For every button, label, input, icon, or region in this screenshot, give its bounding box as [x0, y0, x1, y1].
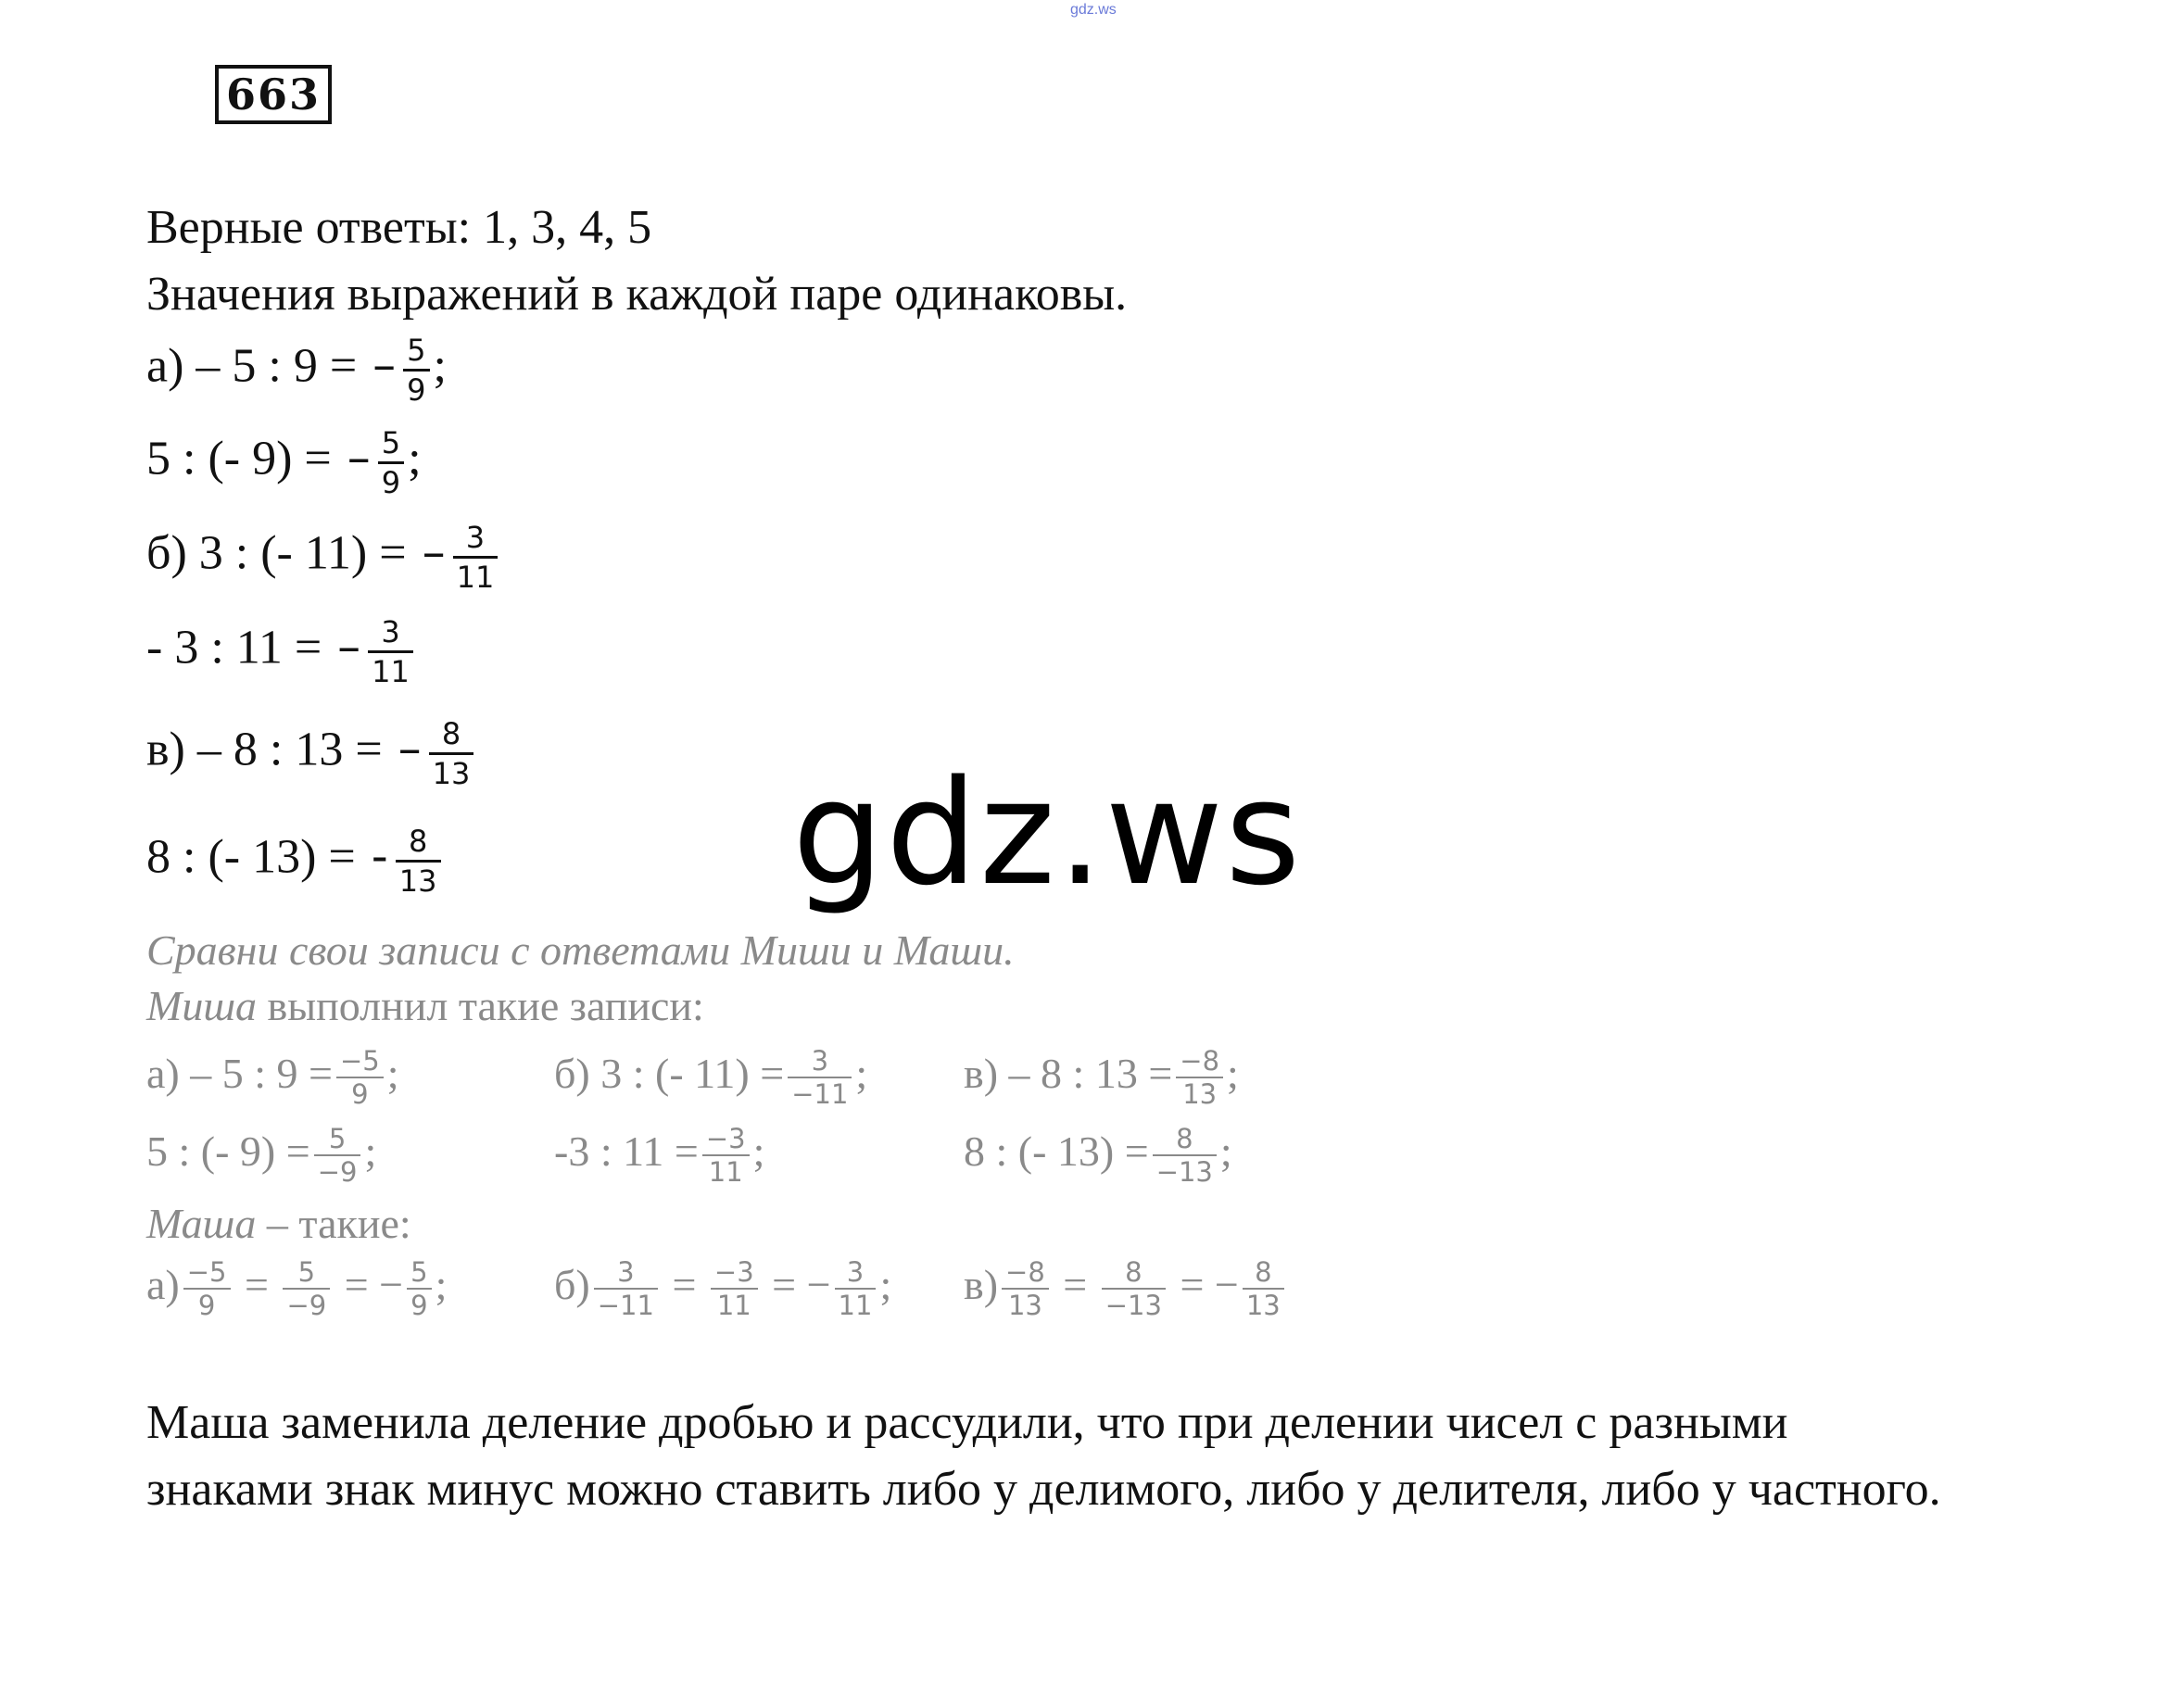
minus-sign: – — [337, 620, 361, 674]
textbook-misha-intro: Миша выполнил такие записи: — [146, 982, 704, 1029]
fraction: $\frac{8}{13}$ — [396, 823, 441, 900]
solution-v1 — [146, 715, 477, 792]
misha-b1: б) 3 : (- 11) = $\frac{3}{-11}$ ; — [554, 1045, 868, 1111]
fraction: $\frac{3}{-11}$ — [788, 1045, 852, 1110]
misha-a1: а) – 5 : 9 = $\frac{-5}{9}$ ; — [146, 1045, 399, 1111]
fraction: $\frac{5}{9}$ — [403, 332, 429, 409]
minus-sign: - — [371, 829, 388, 884]
solution-a1: а) – 5 : 9 = – $\frac{5}{9}$ ; — [146, 333, 447, 408]
fraction: $\frac{8}{-13}$ — [1153, 1123, 1217, 1188]
misha-v2: 8 : (- 13) = $\frac{8}{-13}$ ; — [964, 1123, 1232, 1189]
solution-v1-lhs: в) – 8 : 13 = — [146, 723, 383, 776]
fraction: $\frac{3}{11}$ — [453, 519, 499, 596]
fraction: $\frac{5}{9}$ — [378, 424, 404, 501]
correct-answers: Верные ответы: 1, 3, 4, 5 — [146, 201, 652, 254]
masha-name: Маша — [146, 1200, 257, 1247]
misha-v1: в) – 8 : 13 = $\frac{-8}{13}$ ; — [964, 1045, 1239, 1111]
solution-a2: 5 : (- 9) = – $\frac{5}{9}$ ; — [146, 425, 422, 500]
solution-b2 — [146, 613, 417, 690]
fraction: $\frac{-3}{11}$ — [702, 1123, 750, 1188]
fraction: $\frac{-5}{9}$ — [336, 1045, 384, 1110]
fraction: $\frac{5}{-9}$ — [314, 1123, 361, 1188]
conclusion-paragraph: Маша заменила деление дробью и рассудили, что при делении чисел с разными знаками знак минус можно ставить либо у делимого, либо у делителя, либо у частного. — [146, 1396, 1941, 1516]
masha-b: б) $\frac{3}{-11}$ = $\frac{-3}{11}$ = − $\frac{3}{11}$ ; — [554, 1256, 892, 1322]
minus-sign: – — [347, 431, 371, 485]
textbook-compare: Сравни свои записи с ответами Миши и Маши. — [146, 926, 1015, 974]
minus-sign: – — [372, 338, 397, 393]
fraction: $\frac{-8}{13}$ — [1176, 1045, 1223, 1110]
source-watermark-top: gdz.ws — [1070, 2, 1117, 18]
site-watermark: gdz.ws — [792, 749, 1303, 917]
fraction: $\frac{3}{11}$ — [368, 613, 413, 690]
solution-b1 — [146, 519, 501, 596]
solution-v2-lhs: 8 : (- 13) = — [146, 830, 356, 884]
misha-a2: 5 : (- 9) = $\frac{5}{-9}$ ; — [146, 1123, 377, 1189]
fraction: $\frac{8}{13}$ — [429, 715, 474, 792]
masha-a: а) $\frac{-5}{9}$ = $\frac{5}{-9}$ = − $\frac{5}{9}$ ; — [146, 1256, 448, 1322]
misha-b2: -3 : 11 = $\frac{-3}{11}$ ; — [554, 1123, 765, 1189]
solution-b1-lhs: б) 3 : (- 11) = — [146, 526, 407, 580]
solution-b2-lhs: - 3 : 11 = — [146, 621, 322, 674]
textbook-masha-intro: Маша – такие: — [146, 1200, 411, 1247]
solution-a2-lhs: 5 : (- 9) = — [146, 432, 332, 485]
minus-sign: – — [422, 525, 446, 580]
masha-v: в) $\frac{-8}{13}$ = $\frac{8}{-13}$ = − $\frac{8}{13}$ — [964, 1256, 1288, 1321]
task-number: 663 — [215, 65, 332, 124]
misha-name: Миша — [146, 982, 258, 1029]
statement: Значения выражений в каждой паре одинаковы. — [146, 268, 1128, 321]
solution-a1-lhs: а) – 5 : 9 = — [146, 339, 358, 393]
minus-sign: – — [398, 722, 422, 776]
solution-v2 — [146, 823, 445, 900]
